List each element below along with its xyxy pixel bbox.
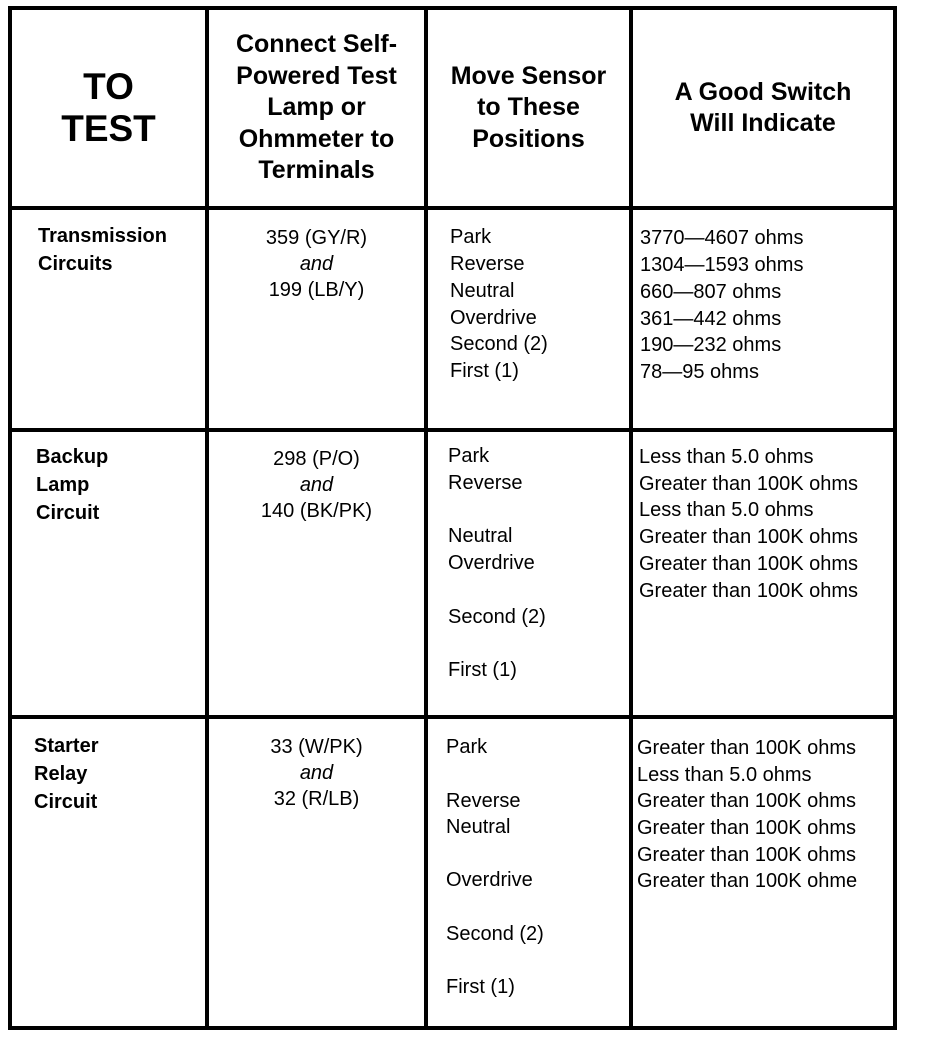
header-move-line: Positions [472, 124, 585, 153]
row-divider-2 [8, 715, 897, 719]
terminal-2: 140 (BK/PK) [260, 500, 373, 522]
row-transmission-results [640, 225, 890, 425]
terminal-and: and [299, 474, 334, 496]
position-item: Reverse [450, 253, 525, 275]
position-item: First (1) [448, 659, 517, 681]
position-item: Reverse [446, 790, 521, 812]
test-label-line: Circuit [36, 502, 100, 524]
header-connect-line: Ohmmeter to [238, 124, 395, 153]
header-move-line: Move Sensor [450, 61, 607, 90]
position-item: Park [446, 736, 488, 758]
result-item: 190—232 ohms [640, 334, 782, 356]
result-item: 1304—1593 ohms [640, 254, 804, 276]
header-connect-line: Powered Test [236, 61, 397, 90]
row-backup-lamp-results [639, 444, 891, 712]
terminal-2: 199 (LB/Y) [268, 279, 365, 301]
row-transmission-test [38, 222, 167, 278]
row-divider-1 [8, 428, 897, 432]
terminal-2: 32 (R/LB) [273, 788, 360, 810]
result-item: Greater than 100K ohms [639, 526, 859, 548]
position-item: Neutral [450, 280, 515, 302]
result-item: Less than 5.0 ohms [639, 499, 814, 521]
header-divider [8, 206, 897, 210]
result-item: 361—442 ohms [640, 308, 782, 330]
header-to-test [12, 10, 205, 206]
result-item: Greater than 100K ohme [637, 870, 858, 892]
header-connect-line: Lamp or [267, 93, 366, 122]
header-good-switch [633, 10, 893, 206]
test-label-line: Circuits [38, 253, 113, 275]
position-item: Overdrive [446, 869, 533, 891]
result-item: Less than 5.0 ohms [637, 764, 812, 786]
header-move-sensor [428, 10, 629, 206]
row-transmission-positions [450, 224, 625, 424]
result-item: 3770—4607 ohms [640, 227, 804, 249]
terminal-and: and [299, 253, 334, 275]
position-item: Second (2) [448, 606, 546, 628]
header-good-line: A Good Switch [674, 77, 852, 106]
position-item: Second (2) [446, 923, 544, 945]
test-label-line: Lamp [36, 474, 90, 496]
position-item: Neutral [446, 816, 511, 838]
position-item: Park [448, 445, 490, 467]
position-item: Reverse [448, 472, 523, 494]
terminal-1: 298 (P/O) [273, 448, 360, 470]
position-item: Park [450, 226, 492, 248]
test-label-line: Circuit [34, 791, 98, 813]
header-connect-line: Connect Self- [235, 30, 398, 59]
row-starter-relay-positions [446, 734, 626, 1022]
header-connect-terminals [209, 10, 424, 206]
row-starter-relay-results [637, 735, 891, 1023]
table-border-right [893, 6, 897, 1030]
header-to-test-line: TEST [61, 108, 156, 149]
result-item: 78—95 ohms [640, 361, 759, 383]
test-label-line: Relay [34, 763, 88, 785]
row-starter-relay-terminals [209, 734, 424, 812]
row-backup-lamp-test [36, 443, 108, 527]
test-label-line: Transmission [38, 225, 167, 247]
result-item: Greater than 100K ohms [639, 580, 859, 602]
terminal-1: 359 (GY/R) [265, 227, 368, 249]
result-item: Greater than 100K ohms [637, 737, 857, 759]
position-item: First (1) [450, 360, 519, 382]
header-move-line: to These [477, 93, 580, 122]
terminal-1: 33 (W/PK) [270, 736, 363, 758]
row-transmission-terminals [209, 225, 424, 303]
position-item: Overdrive [450, 307, 537, 329]
table-border-bottom [8, 1026, 897, 1030]
header-to-test-line: TO [83, 66, 134, 107]
terminal-and: and [299, 762, 334, 784]
result-item: Greater than 100K ohms [639, 473, 859, 495]
result-item: 660—807 ohms [640, 281, 782, 303]
row-backup-lamp-terminals [209, 446, 424, 524]
result-item: Greater than 100K ohms [637, 817, 857, 839]
result-item: Less than 5.0 ohms [639, 446, 814, 468]
row-starter-relay-test [34, 732, 98, 816]
row-backup-lamp-positions [448, 443, 626, 711]
header-good-line: Will Indicate [690, 109, 836, 137]
position-item: Overdrive [448, 552, 535, 574]
test-label-line: Starter [34, 735, 99, 757]
result-item: Greater than 100K ohms [637, 790, 857, 812]
header-connect-line: Terminals [258, 156, 375, 185]
result-item: Greater than 100K ohms [639, 553, 859, 575]
result-item: Greater than 100K ohms [637, 844, 857, 866]
position-item: Second (2) [450, 333, 548, 355]
position-item: First (1) [446, 976, 515, 998]
position-item: Neutral [448, 525, 513, 547]
test-label-line: Backup [36, 446, 109, 468]
